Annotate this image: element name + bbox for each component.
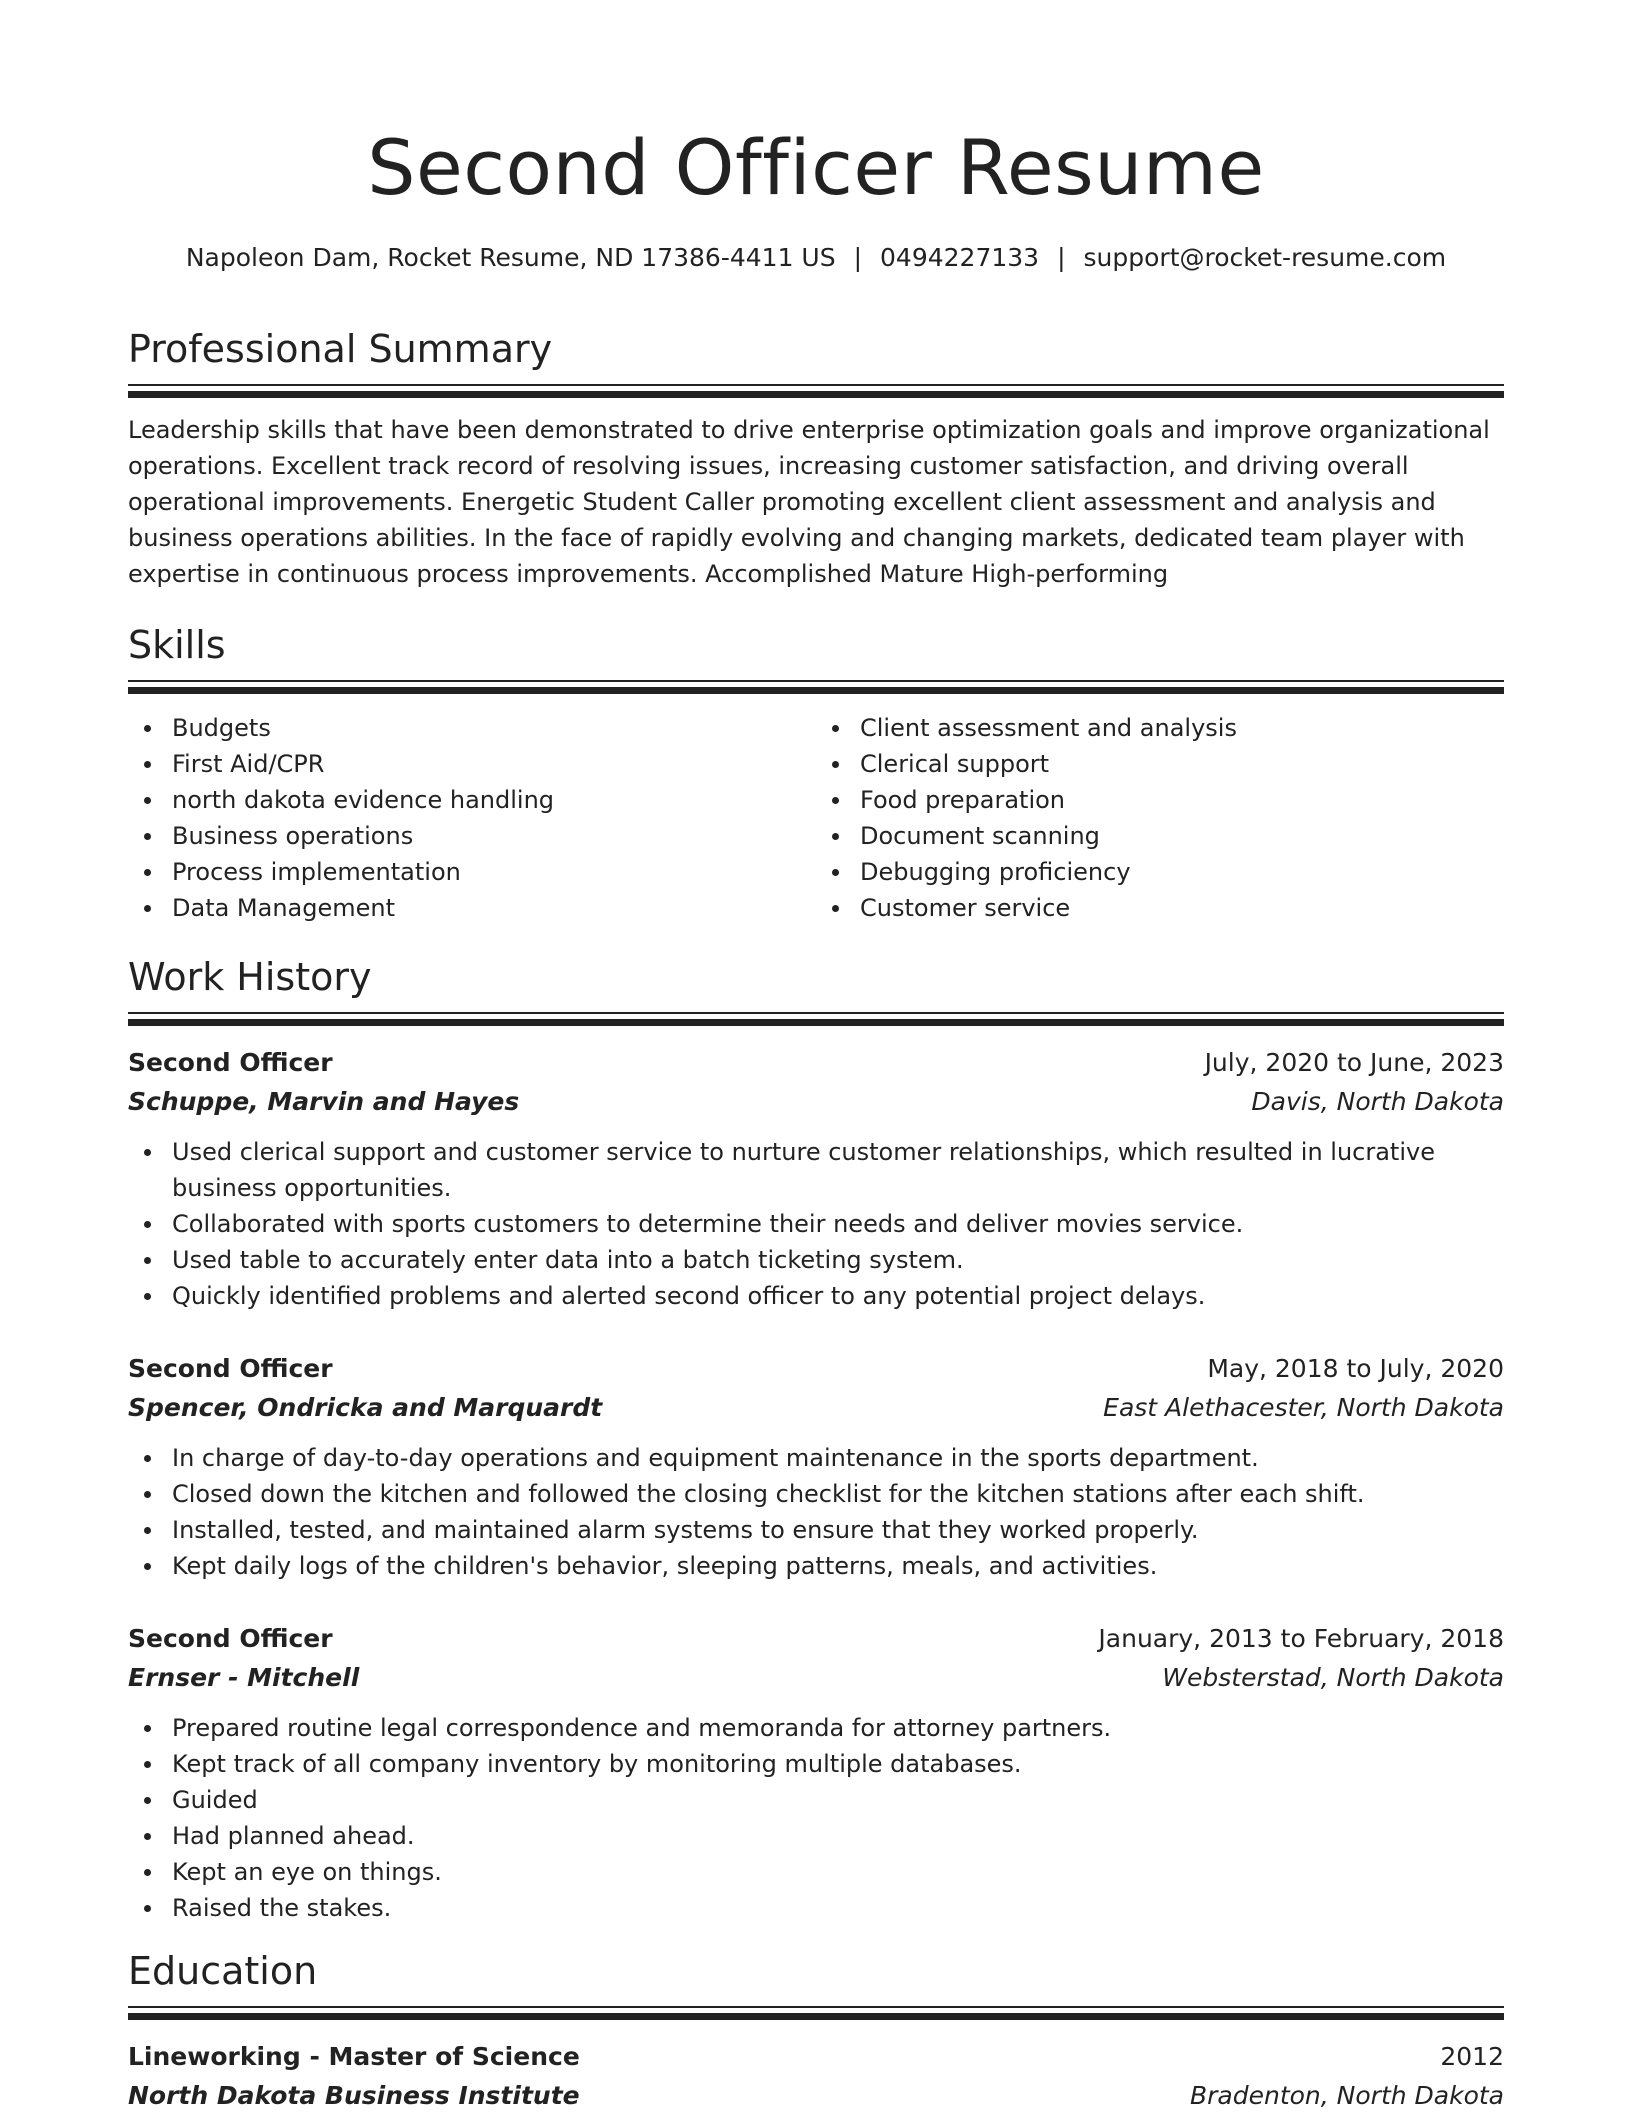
skills-list-left [128, 710, 816, 926]
contact-separator: | [1057, 243, 1066, 272]
section-divider-thick [128, 1019, 1504, 1026]
job-location: Davis, North Dakota [1251, 1087, 1504, 1116]
work-history-section [128, 954, 1504, 1926]
education-heading: Education [128, 1949, 318, 1993]
education-year: 2012 [1440, 2042, 1504, 2071]
job-header [128, 1044, 1504, 1082]
job-bullet: Collaborated with sports customers to determine their needs and deliver movies service. [172, 1206, 1504, 1242]
section-divider [128, 1012, 1504, 1014]
skill-item: Data Management [172, 890, 816, 926]
skills-columns [128, 710, 1504, 926]
education-header [128, 2038, 1504, 2076]
job-bullet: Quickly identified problems and alerted second officer to any potential project delays. [172, 1278, 1504, 1314]
section-divider [128, 2006, 1504, 2008]
job-dates: July, 2020 to June, 2023 [1204, 1048, 1504, 1077]
education-section [128, 1948, 1504, 2116]
job-bullet: Kept an eye on things. [172, 1854, 1504, 1890]
skill-item: Process implementation [172, 854, 816, 890]
skill-item: Document scanning [860, 818, 1504, 854]
job-company: Schuppe, Marvin and Hayes [128, 1087, 520, 1116]
job-bullet: Had planned ahead. [172, 1818, 1504, 1854]
job-bullet: Closed down the kitchen and followed the closing checklist for the kitchen stations after each shift. [172, 1476, 1504, 1512]
contact-address: Napoleon Dam, Rocket Resume, ND 17386-4411 US [185, 243, 836, 272]
contact-separator: | [853, 243, 863, 272]
skill-item: First Aid/CPR [172, 746, 816, 782]
job-bullet: Kept track of all company inventory by monitoring multiple databases. [172, 1746, 1504, 1782]
skill-item: Business operations [172, 818, 816, 854]
resume-page [128, 0, 1504, 2116]
job-bullets [128, 1440, 1504, 1584]
skill-item: north dakota evidence handling [172, 782, 816, 818]
job-dates: January, 2013 to February, 2018 [1098, 1624, 1504, 1653]
skills-list-right [816, 710, 1504, 926]
job-bullets [128, 1134, 1504, 1314]
contact-email: support@rocket-resume.com [1083, 243, 1447, 272]
job-bullet: In charge of day-to-day operations and equipment maintenance in the sports department. [172, 1440, 1504, 1476]
summary-heading: Professional Summary [128, 327, 553, 371]
contact-line [128, 242, 1504, 274]
education-subheader [128, 2076, 1504, 2116]
section-divider-thick [128, 391, 1504, 398]
summary-text: Leadership skills that have been demonstrated to drive enterprise optimization goals and improve organizational operations. Excellent track record of resolving issues, increasing customer satisfaction, and driving overall operational improvements. Energetic Student Caller promoting excellent client assessment and analysis and business operations abilities. In the face of rapidly evolving and changing markets, dedicated team player with expertise in continuous process improvements. Accomplished Mature High-performing [128, 416, 1490, 588]
job-location: East Alethacester, North Dakota [1103, 1393, 1504, 1422]
job-bullet: Used clerical support and customer service to nurture customer relationships, which resulted in lucrative business opportunities. [172, 1134, 1504, 1206]
job-header [128, 1350, 1504, 1388]
summary-section [128, 326, 1504, 592]
job-bullet: Guided [172, 1782, 1504, 1818]
skill-item: Client assessment and analysis [860, 710, 1504, 746]
job-title: Second Officer [128, 1624, 333, 1653]
job-dates: May, 2018 to July, 2020 [1207, 1354, 1504, 1383]
job-title: Second Officer [128, 1048, 333, 1077]
job-bullet: Installed, tested, and maintained alarm systems to ensure that they worked properly. [172, 1512, 1504, 1548]
job-header [128, 1620, 1504, 1658]
education-entry [128, 2038, 1504, 2116]
job-subheader [128, 1658, 1504, 1698]
skill-item: Budgets [172, 710, 816, 746]
section-divider [128, 384, 1504, 386]
skill-item: Clerical support [860, 746, 1504, 782]
skills-section [128, 622, 1504, 926]
job-bullet: Prepared routine legal correspondence and memoranda for attorney partners. [172, 1710, 1504, 1746]
job-subheader [128, 1082, 1504, 1122]
education-degree: Lineworking - Master of Science [128, 2042, 580, 2071]
section-divider [128, 680, 1504, 682]
skills-heading: Skills [128, 623, 226, 667]
skill-item: Customer service [860, 890, 1504, 926]
section-divider-thick [128, 687, 1504, 694]
contact-phone: 0494227133 [880, 243, 1040, 272]
job-bullet: Kept daily logs of the children's behavior, sleeping patterns, meals, and activities. [172, 1548, 1504, 1584]
education-location: Bradenton, North Dakota [1189, 2081, 1504, 2110]
job-location: Websterstad, North Dakota [1162, 1663, 1504, 1692]
section-divider-thick [128, 2013, 1504, 2020]
job-bullet: Used table to accurately enter data into a batch ticketing system. [172, 1242, 1504, 1278]
job-company: Ernser - Mitchell [128, 1663, 360, 1692]
job-entry [128, 1350, 1504, 1584]
job-title: Second Officer [128, 1354, 333, 1383]
job-subheader [128, 1388, 1504, 1428]
job-company: Spencer, Ondricka and Marquardt [128, 1393, 603, 1422]
job-bullets [128, 1710, 1504, 1926]
work-history-heading: Work History [128, 955, 372, 999]
education-school: North Dakota Business Institute [128, 2081, 580, 2110]
skill-item: Debugging proficiency [860, 854, 1504, 890]
job-entry [128, 1044, 1504, 1314]
skill-item: Food preparation [860, 782, 1504, 818]
job-entry [128, 1620, 1504, 1926]
resume-title: Second Officer Resume [367, 123, 1265, 212]
job-bullet: Raised the stakes. [172, 1890, 1504, 1926]
